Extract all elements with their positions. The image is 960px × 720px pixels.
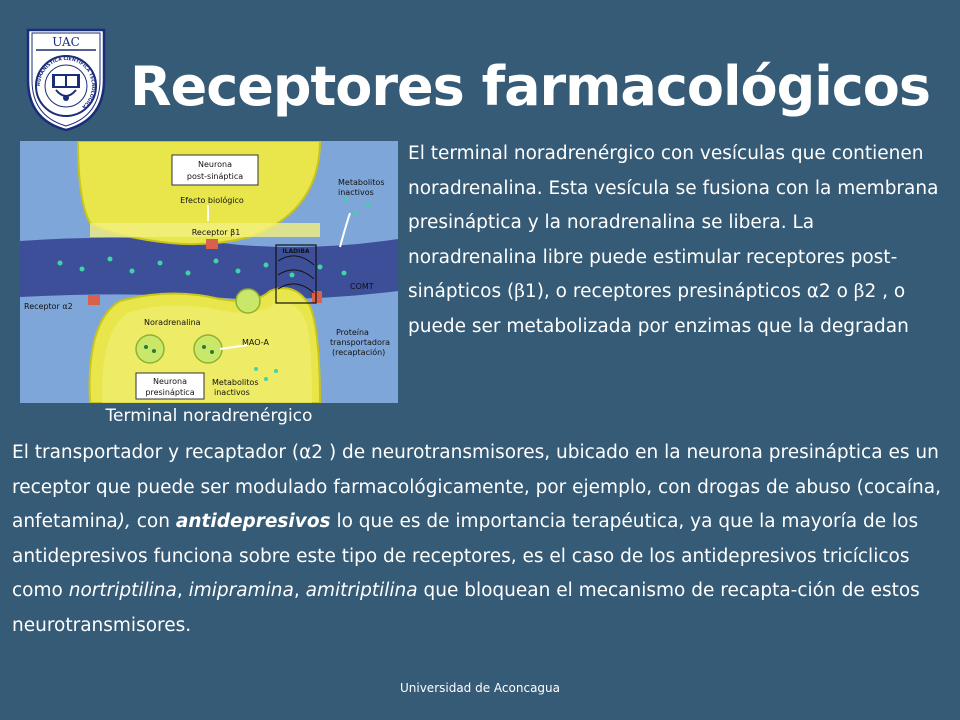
drug-name: imipramina: [188, 580, 294, 602]
label-metab-bot-2: inactivos: [214, 388, 250, 397]
label-efecto: Efecto biológico: [180, 196, 244, 205]
drug-name: amitriptilina: [305, 580, 418, 602]
keyword-antidepresivos: antidepresivos: [175, 511, 331, 533]
label-post-line2: post-sináptica: [186, 172, 244, 181]
noradrenergic-terminal-diagram: [20, 141, 398, 403]
label-proteina-1: Proteína: [336, 328, 369, 337]
paragraph-noradrenergic-terminal: El terminal noradrenérgico con vesículas que contienen noradrenalina. Esta vesícula se fusiona con la membrana presináptica y la noradrenalina se libera. La noradrenalina libre puede estimular receptores post-sinápticos (β1), o receptores presinápticos α2 o β2 , o puede ser metabolizada por enzimas que la degradan: [408, 143, 939, 337]
logo-abbr: UAC: [52, 35, 80, 49]
svg-text:ILADIBA: ILADIBA: [282, 248, 310, 255]
logo-ring-text: HUMANISTICA CIENTIFICA TECNOLOGICA: [36, 56, 96, 109]
label-metab-top-2: inactivos: [338, 188, 374, 197]
slide-title: Receptores farmacológicos: [130, 55, 931, 118]
label-mao: MAO-A: [242, 338, 269, 347]
figure-caption: Terminal noradrenérgico: [105, 406, 313, 426]
beta-symbol: β: [514, 281, 525, 303]
label-post-line1: Neurona: [198, 160, 232, 169]
drug-name: nortriptilina: [68, 580, 177, 602]
label-proteina-2: transportadora: [330, 338, 391, 347]
label-receptor-b1: Receptor β1: [191, 228, 241, 237]
label-metab-bot-1: Metabolitos: [212, 378, 259, 387]
label-receptor-a2: Receptor α2: [24, 302, 73, 311]
label-comt: COMT: [350, 282, 374, 291]
label-metab-top-1: Metabolitos: [338, 178, 385, 187]
label-proteina-3: (recaptación): [332, 348, 386, 357]
footer-institution: Universidad de Aconcagua: [399, 681, 560, 695]
university-logo: [24, 28, 108, 132]
label-pre-line1: Neurona: [153, 377, 187, 386]
paragraph-transporter: El transportador y recaptador (α2 ) de neurotransmisores, ubicado en la neurona presináptica es un receptor que puede ser modulado farmacológicamente, por ejemplo, con drogas de abuso (cocaína, anfetamina), con antidepresivos lo que es de importancia terapéutica, ya que la mayoría de los antidepresivos funciona sobre este tipo de receptores, es el caso de los antidepresivos tricíclicos como nortriptilina, imipramina, amitriptilina que bloquean el mecanismo de recapta-ción de estos neurotransmisores.: [12, 442, 941, 636]
label-pre-line2: presináptica: [145, 388, 195, 397]
label-noradrenalina: Noradrenalina: [144, 318, 201, 327]
beta-symbol: β: [853, 281, 865, 303]
